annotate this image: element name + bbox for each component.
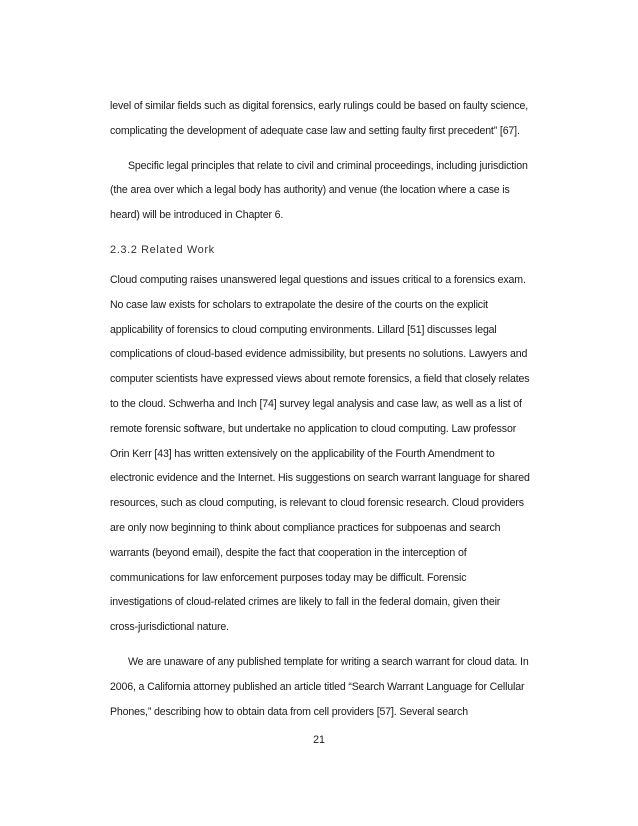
page-number: 21	[313, 734, 325, 746]
paragraph-continuation: level of similar fields such as digital forensics, early rulings could be based on faulty science, complicating the development of adequate case law and setting faulty first precedent” [67].	[110, 100, 529, 137]
page-body	[110, 94, 530, 734]
section-heading: 2.3.2 Related Work	[110, 243, 215, 256]
paragraph-related-work: Cloud computing raises unanswered legal questions and issues critical to a forensics exam. No case law exists for scholars to extrapolate the desire of the courts on the explicit applicability of forensics to cloud computing environments. Lillard [51] discusses legal complications of cloud-based evidence admissibility, but presents no solutions. Lawyers and computer scientists have expressed views about remote forensics, a field that closely relates to the cloud. Schwerha and Inch [74] survey legal analysis and case law, as well as a list of remote forensic software, but undertake no application to cloud computing. Law professor Orin Kerr [43] has written extensively on the applicability of the Fourth Amendment to electronic evidence and the Internet. His suggestions on search warrant language for shared resources, such as cloud computing, is relevant to cloud forensic research. Cloud providers are only now beginning to think about compliance practices for subpoenas and search warrants (beyond email), despite the fact that cooperation in the interception of communications for law enforcement purposes today may be difficult. Forensic investigations of cloud-related crimes are likely to fall in the federal domain, given their cross-jurisdictional nature.	[110, 273, 530, 634]
paragraph-legal-principles: Specific legal principles that relate to civil and criminal proceedings, including jurisdiction (the area over which a legal body has authority) and venue (the location where a case is heard) will be introduced in Chapter 6.	[110, 159, 528, 222]
paragraph-search-warrant: We are unaware of any published template for writing a search warrant for cloud data. In 2006, a California attorney published an article titled “Search Warrant Language for Cellular Phones,” describing how to obtain data from cell providers [57]. Several search	[110, 655, 529, 718]
